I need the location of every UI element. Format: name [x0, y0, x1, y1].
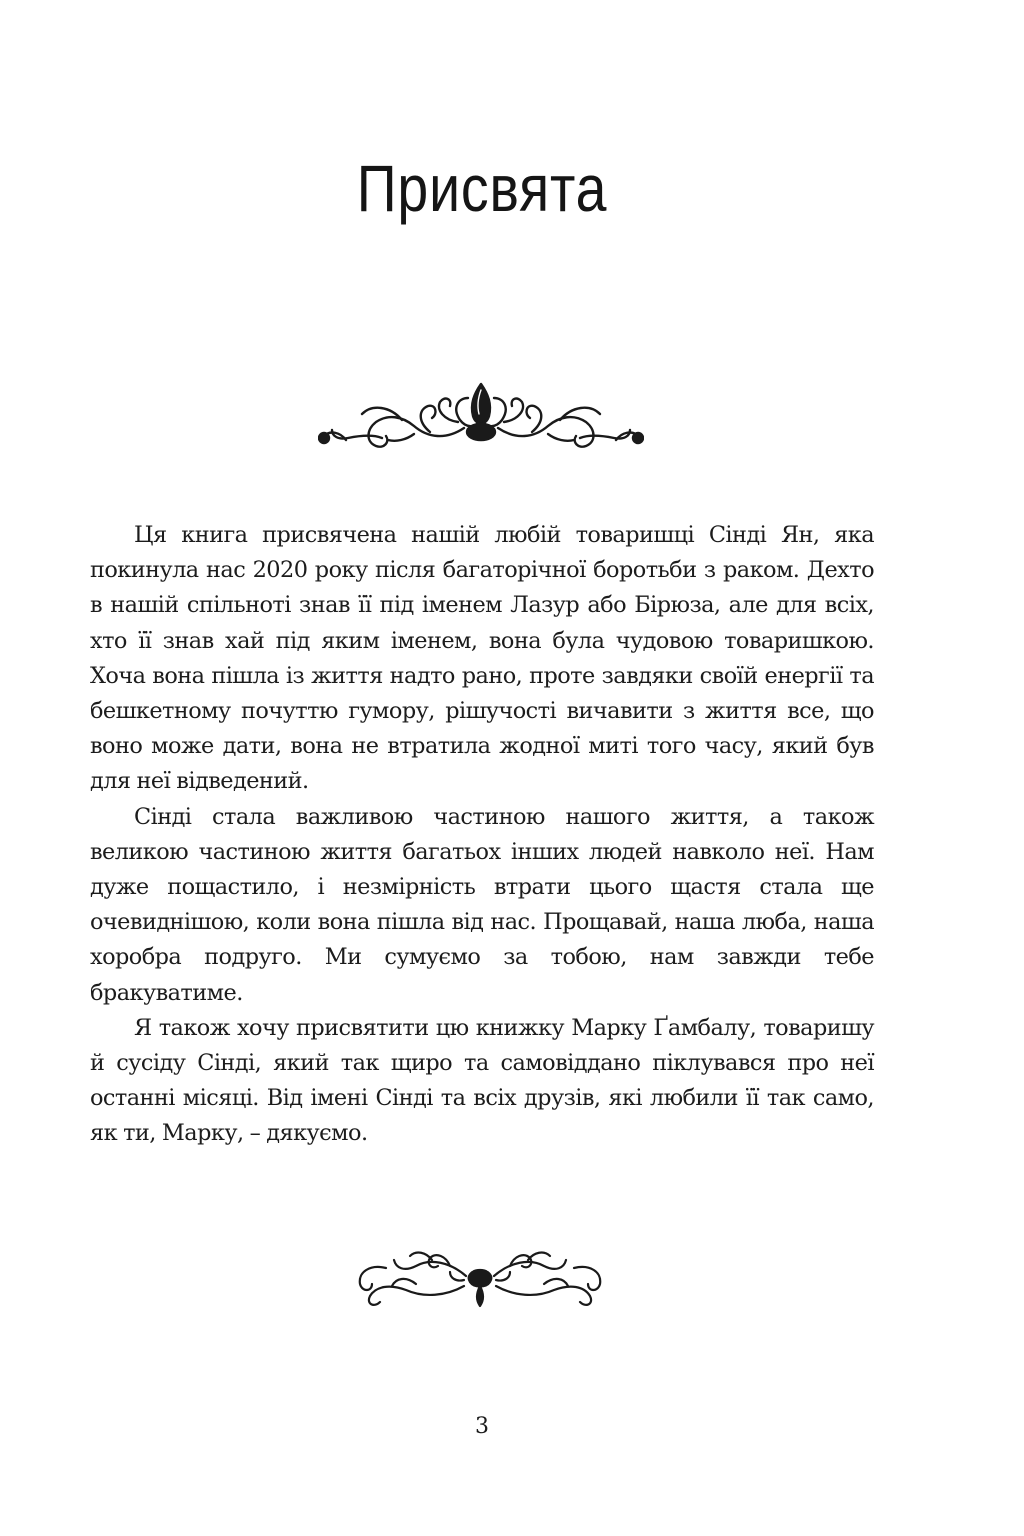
page-title: Присвята: [356, 151, 608, 225]
floral-ornament-top-icon: [318, 376, 644, 456]
paragraph-2: Сінді стала важливою частиною нашого життя, а також великою частиною життя багатьох інших людей навколо неї. Нам дуже пощастило, і незмірність втрати цього щастя стала ще очевиднішою, коли вона пішла від нас. Прощавай, наша люба, наша хоробра подруго. Ми сумуємо за тобою, нам завжди тебе бракуватиме.: [90, 803, 874, 1006]
floral-ornament-bottom-icon: [346, 1240, 614, 1310]
paragraph-1: Ця книга присвячена нашій любій товаришці Сінді Ян, яка покинула нас 2020 року після багаторічної боротьби з раком. Дехто в нашій спільноті знав її під іменем Лазур або Бірюза, але для всіх, хто її знав хай під яким іменем, вона була чудовою товаришкою. Хоча вона пішла із життя надто рано, проте завдяки своїй енергії та бешкетному почуттю гумору, рішучості вичавити з життя все, що воно може дати, вона не втратила жодної миті того часу, який був для неї відведений.: [90, 522, 874, 795]
page-number: 3: [475, 1414, 489, 1439]
dedication-text: [90, 518, 874, 1152]
paragraph-3: Я також хочу присвятити цю книжку Марку Ґамбалу, товаришу й сусіду Сінді, який так щиро та самовіддано піклувався про неї останні місяці. Від імені Сінді та всіх друзів, які любили її так само, як ти, Марку, – дякуємо.: [90, 1014, 874, 1147]
